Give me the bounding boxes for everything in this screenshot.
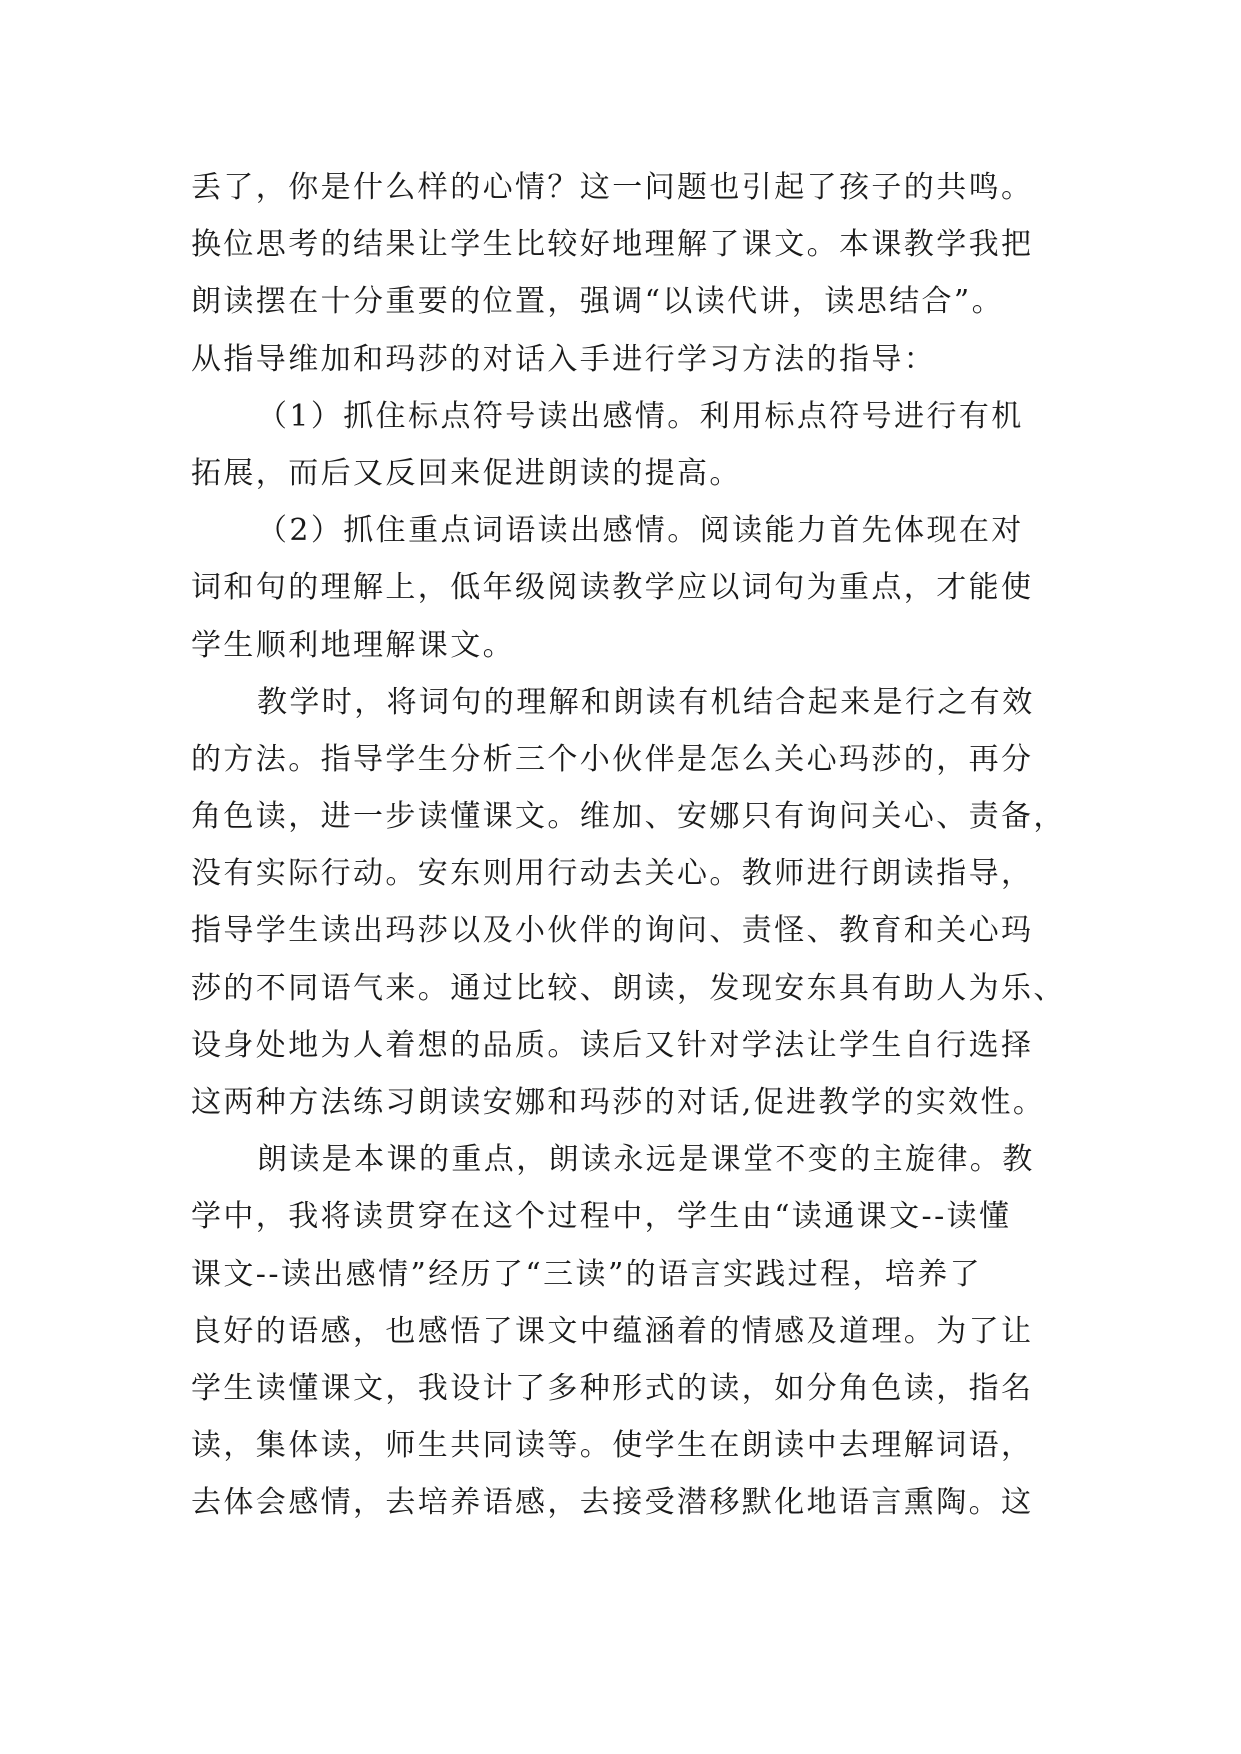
text-line: 拓展，而后又反回来促进朗读的提高。 [191, 455, 742, 491]
paragraph-start-line: 朗读是本课的重点，朗读永远是课堂不变的主旋律。教 [257, 1142, 1035, 1178]
text-line: 学中，我将读贯穿在这个过程中，学生由“读通课文--读懂 [191, 1199, 1012, 1235]
text-line: 换位思考的结果让学生比较好地理解了课文。本课教学我把 [191, 227, 1034, 263]
text-line: 角色读，进一步读懂课文。维加、安娜只有询问关心、责备， [191, 799, 1066, 835]
text-line: 丢了，你是什么样的心情？这一问题也引起了孩子的共鸣。 [191, 170, 1034, 205]
text-line: 莎的不同语气来。通过比较、朗读，发现安东具有助人为乐、 [191, 970, 1066, 1006]
text-line: 的方法。指导学生分析三个小伙伴是怎么关心玛莎的，再分 [191, 741, 1034, 777]
text-line: 学生顺利地理解课文。 [191, 627, 515, 663]
list-item-1-line: （1）抓住标点符号读出感情。利用标点符号进行有机 [257, 398, 1024, 434]
text-line: 学生读懂课文，我设计了多种形式的读，如分角色读，指名 [191, 1370, 1034, 1406]
text-line: 词和句的理解上，低年级阅读教学应以词句为重点，才能使 [191, 570, 1034, 606]
text-line: 指导学生读出玛莎以及小伙伴的询问、责怪、教育和关心玛 [191, 913, 1034, 949]
text-line: 设身处地为人着想的品质。读后又针对学法让学生自行选择 [191, 1027, 1034, 1063]
document-body [191, 161, 1066, 1534]
paragraph-start-line: 教学时，将词句的理解和朗读有机结合起来是行之有效 [257, 684, 1035, 720]
text-line: 课文--读出感情”经历了“三读”的语言实践过程，培养了 [191, 1256, 983, 1292]
text-line: 去体会感情，去培养语感，去接受潜移默化地语言熏陶。这 [191, 1485, 1034, 1521]
text-line: 没有实际行动。安东则用行动去关心。教师进行朗读指导， [191, 856, 1034, 892]
text-line: 朗读摆在十分重要的位置，强调“以读代讲，读思结合”。 [191, 284, 1005, 320]
text-line: 从指导维加和玛莎的对话入手进行学习方法的指导： [191, 341, 937, 377]
text-line: 这两种方法练习朗读安娜和玛莎的对话,促进教学的实效性。 [191, 1085, 1046, 1120]
text-line: 良好的语感，也感悟了课文中蕴涵着的情感及道理。为了让 [191, 1313, 1034, 1349]
list-item-2-line: （2）抓住重点词语读出感情。阅读能力首先体现在对 [257, 513, 1024, 549]
text-line: 读，集体读，师生共同读等。使学生在朗读中去理解词语， [191, 1428, 1034, 1464]
